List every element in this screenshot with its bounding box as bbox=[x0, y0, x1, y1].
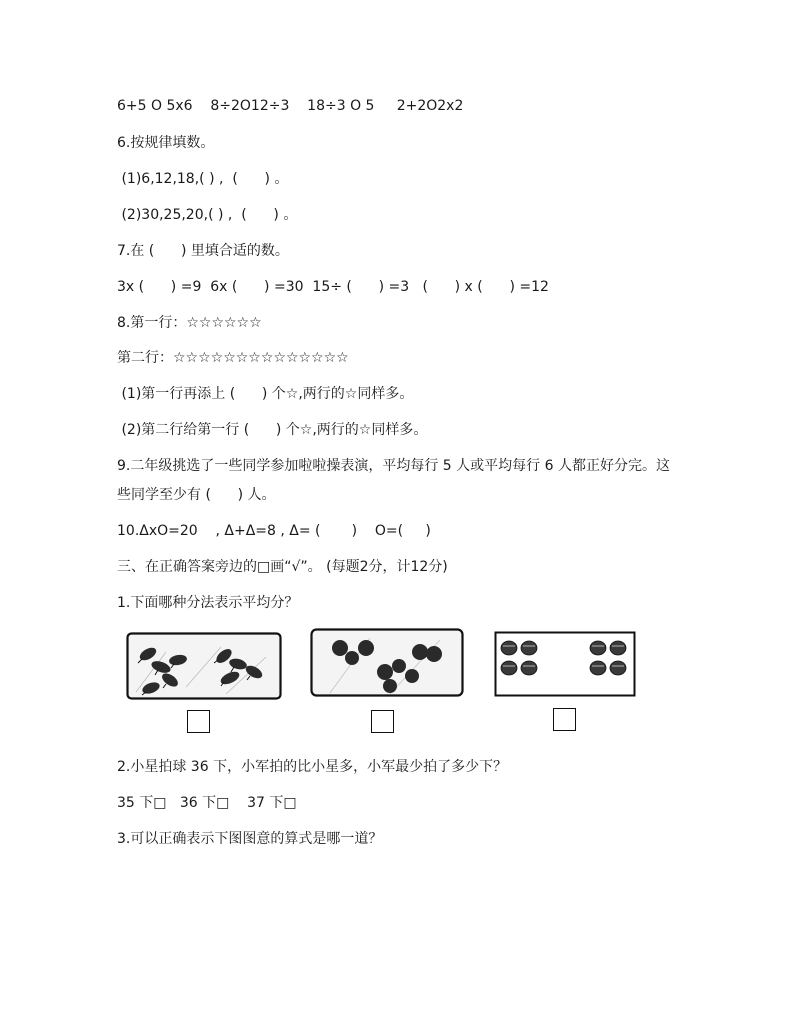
equal-fruit-groups-picture bbox=[494, 631, 636, 697]
question-9-line-1: 9.二年级挑选了一些同学参加啦啦操表演，平均每行 5 人或平均每行 6 人都正好分完。这 bbox=[117, 458, 670, 474]
section-3-question-2: 2.小星拍球 36 下，小军拍的比小星多，小军最少拍了多少下？ bbox=[117, 759, 508, 775]
question-8-part-1: (1)第一行再添上 ( ) 个☆,两行的☆同样多。 bbox=[117, 386, 414, 402]
question-6-title: 6.按规律填数。 bbox=[117, 135, 215, 151]
section-3-question-1: 1.下面哪种分法表示平均分？ bbox=[117, 595, 299, 611]
question-8-part-2: (2)第二行给第一行 ( ) 个☆,两行的☆同样多。 bbox=[117, 422, 428, 438]
uneven-leaf-groups-picture bbox=[126, 632, 282, 700]
question-9-line-2: 些同学至少有 ( ) 人。 bbox=[117, 487, 276, 503]
compare-expressions-line: 6+5 O 5x6 8÷2O12÷3 18÷3 O 5 2+2O2x2 bbox=[117, 98, 464, 114]
answer-checkbox-1[interactable] bbox=[187, 710, 210, 733]
section-3-heading: 三、在正确答案旁边的□画“√”。 (每题2分，计12分) bbox=[117, 559, 448, 575]
question-10: 10.ΔxO=20 , Δ+Δ=8 , Δ= ( ) O=( ) bbox=[117, 523, 431, 539]
section-3-question-3: 3.可以正确表示下图图意的算式是哪一道？ bbox=[117, 831, 383, 847]
question-7-equations: 3x ( ) =9 6x ( ) =30 15÷ ( ) =3 ( ) x ( ) =12 bbox=[117, 279, 549, 295]
question-2-options: 35 下□ 36 下□ 37 下□ bbox=[117, 795, 297, 811]
question-6-part-1: (1)6,12,18,( ) , ( ) 。 bbox=[117, 171, 289, 187]
answer-checkbox-2[interactable] bbox=[371, 710, 394, 733]
uneven-berry-groups-picture bbox=[310, 628, 465, 698]
question-6-part-2: (2)30,25,20,( ) , ( ) 。 bbox=[117, 207, 298, 223]
question-8-row-2: 第二行：☆☆☆☆☆☆☆☆☆☆☆☆☆☆ bbox=[117, 350, 349, 366]
answer-checkbox-3[interactable] bbox=[553, 708, 576, 731]
question-8-row-1: 8.第一行：☆☆☆☆☆☆ bbox=[117, 315, 262, 331]
question-7-title: 7.在 ( ) 里填合适的数。 bbox=[117, 243, 289, 259]
